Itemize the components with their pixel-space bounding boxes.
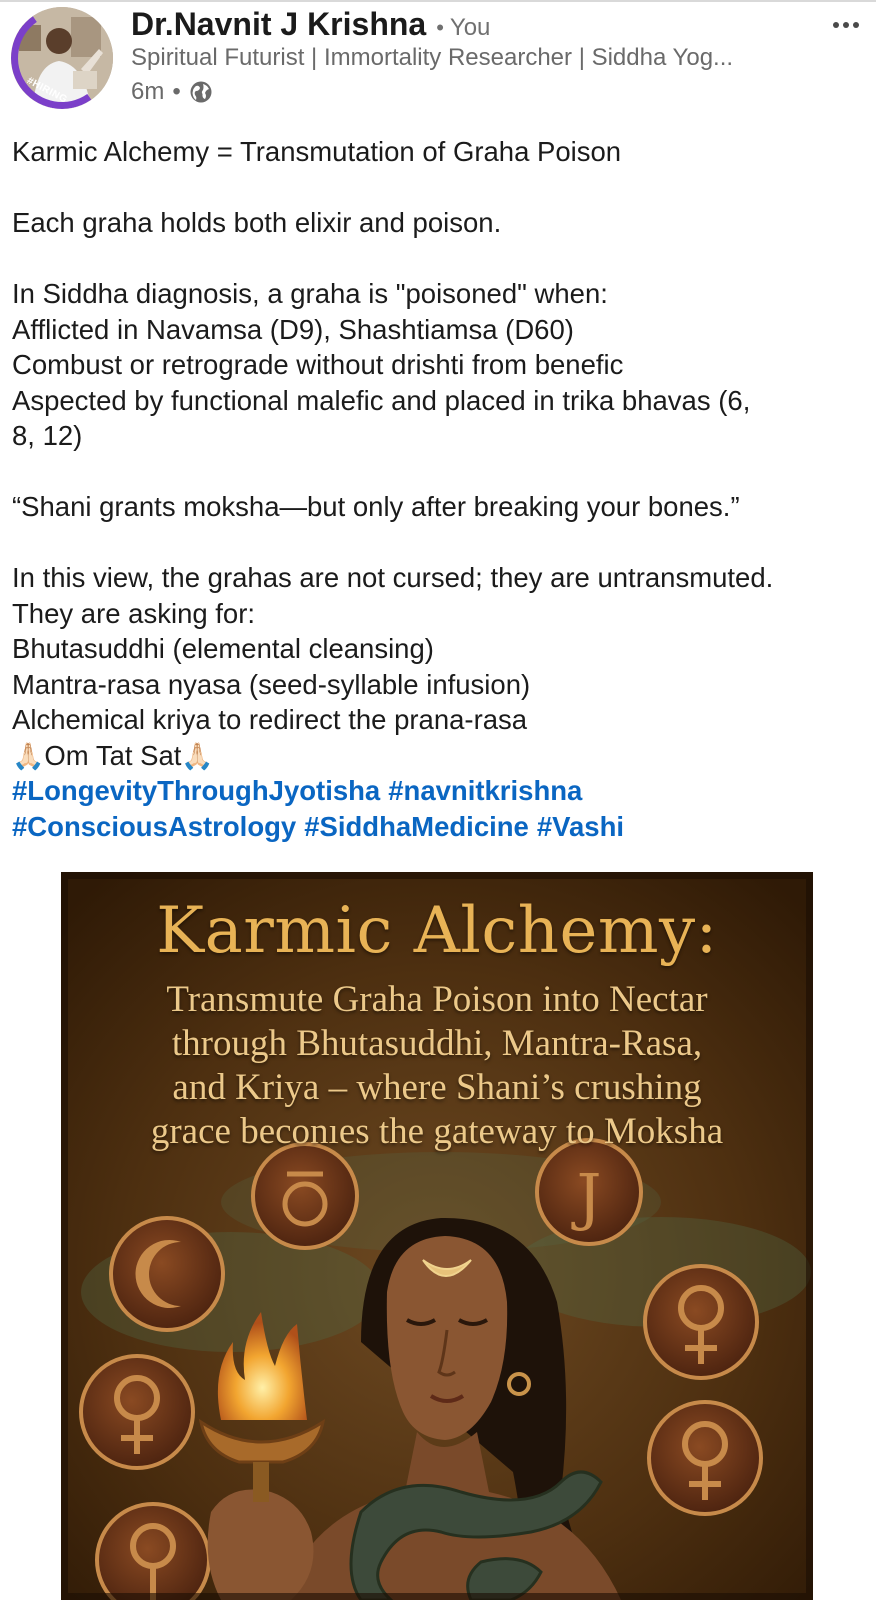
ellipsis-icon [833, 22, 839, 28]
post-time: 6m [131, 78, 165, 105]
venus-medallion-bottom-left [97, 1504, 209, 1600]
post-line: 8, 12) [12, 420, 83, 451]
blank-line [12, 241, 872, 277]
meta-separator: • [172, 78, 181, 105]
post-line: Afflicted in Navamsa (D9), Shashtiamsa (D60) [12, 313, 574, 345]
hiring-badge-text: #HIRING [24, 75, 70, 106]
jupiter-glyph: J [576, 1160, 602, 1233]
name-separator: • [436, 15, 444, 40]
image-subtitle-line: through Bhutasuddhi, Mantra-Rasa, [171, 1023, 703, 1064]
blank-line [12, 525, 872, 561]
closing-text: Om Tat Sat [44, 739, 182, 771]
ellipsis-dot [853, 22, 859, 28]
more-options-button[interactable] [826, 10, 866, 40]
image-subtitle-line: Transmute Graha Poison into Nectar [166, 979, 708, 1020]
image-title: Karmic Alchemy: [156, 894, 718, 968]
post-line: Mantra-rasa nyasa (seed-syllable infusion) [12, 668, 531, 700]
jupiter-medallion [537, 1140, 641, 1244]
venus-medallion-right [645, 1266, 757, 1378]
author-avatar[interactable] [11, 7, 113, 109]
post-image[interactable] [61, 872, 813, 1600]
hashtags-line [12, 773, 872, 809]
image-subtitle-line: grace beconıes the gateway to Moksha [150, 1111, 724, 1152]
image-subtitle-line: and Kriya – where Shani’s crushing [172, 1067, 702, 1108]
post-line: In this view, the grahas are not cursed; they are untransmuted. [12, 562, 774, 593]
hashtags-line [12, 809, 872, 845]
pray-emoji: 🙏🏻 [12, 740, 45, 771]
post-line: They are asking for: [12, 597, 256, 629]
hashtag-link[interactable]: #Vashi [536, 810, 625, 842]
post-line: In Siddha diagnosis, a graha is "poisoned" when: [12, 278, 608, 309]
globe-icon [189, 80, 213, 104]
saturn-medallion [253, 1144, 357, 1248]
hashtag-link[interactable]: #ConsciousAstrology [12, 810, 297, 842]
post-line: Each graha holds both elixir and poison. [12, 207, 502, 238]
hashtag-link[interactable]: #navnitkrishna [388, 775, 583, 806]
venus-medallion-left [81, 1356, 193, 1468]
post-line: Bhutasuddhi (elemental cleansing) [12, 633, 434, 664]
closing-line [12, 738, 872, 774]
venus-medallion-lower-right [649, 1402, 761, 1514]
pray-emoji: 🙏🏻 [181, 740, 214, 771]
post-meta [131, 76, 213, 108]
post-line: Combust or retrograde without drishti from benefic [12, 349, 624, 380]
blank-line [12, 454, 872, 490]
post-line: Aspected by functional malefic and placed in trika bhavas (6, [12, 384, 751, 416]
author-name-row [131, 6, 490, 46]
blank-line [12, 170, 872, 206]
post-line: Alchemical kriya to redirect the prana-rasa [12, 704, 528, 735]
post-quote: “Shani grants moksha—but only after breaking your bones.” [12, 491, 740, 522]
moon-medallion [111, 1218, 223, 1330]
you-label: You [449, 14, 491, 41]
author-headline: Spiritual Futurist | Immortality Researcher | Siddha Yog... [131, 44, 734, 71]
ellipsis-dot [843, 22, 849, 28]
post-title-line: Karmic Alchemy = Transmutation of Graha Poison [12, 136, 622, 167]
post-header [0, 0, 876, 120]
hashtag-link[interactable]: #LongevityThroughJyotisha [12, 775, 381, 806]
post-text [12, 134, 872, 844]
hashtag-link[interactable]: #SiddhaMedicine [304, 810, 529, 842]
author-name[interactable]: Dr.Navnit J Krishna [131, 6, 427, 42]
image-subtitle [101, 978, 773, 1154]
